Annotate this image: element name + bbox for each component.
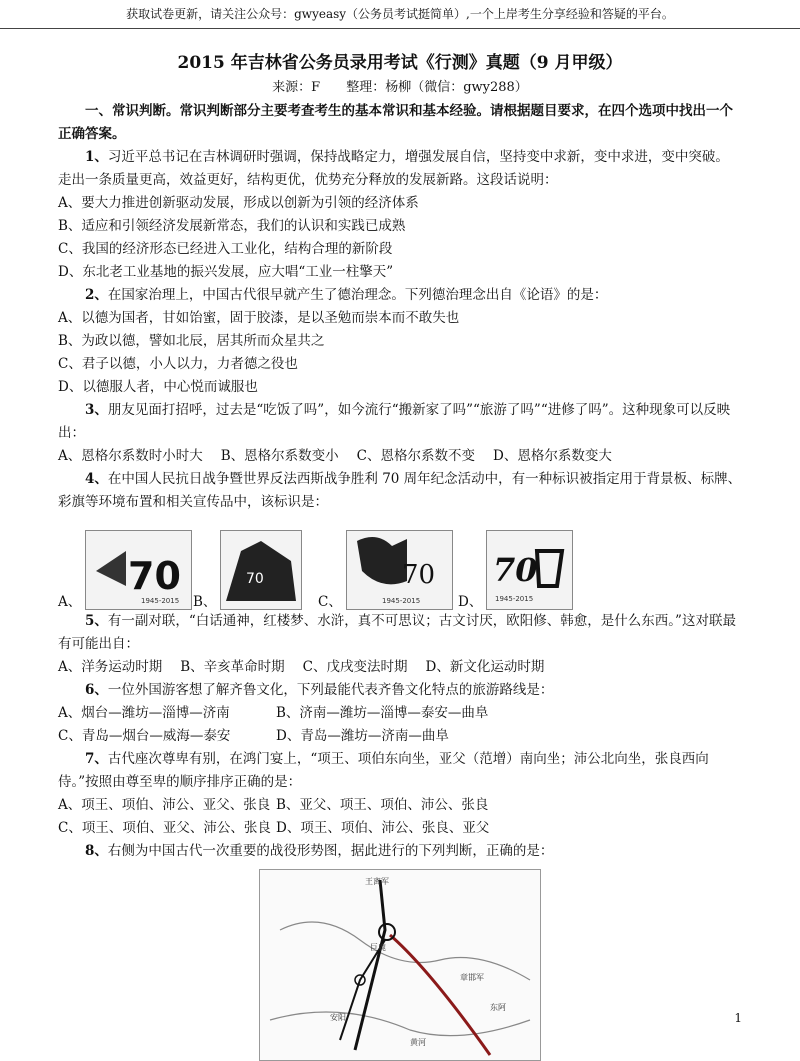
question-3: [58, 399, 742, 445]
question-8: [58, 840, 742, 863]
exam-page: [58, 44, 742, 1061]
option-b: B、辛亥革命时期: [180, 659, 285, 675]
option-a: A、烟台—潍坊—淄博—济南: [58, 705, 230, 721]
question-text: 有一副对联，“白话通神，红楼梦、水浒，真不可思议；古文讨厌，欧阳修、韩愈，是什么东西。”这对联最有可能出自：: [58, 613, 736, 652]
logo-image-a: [85, 530, 192, 610]
logo-year: 1945-2015: [141, 597, 180, 605]
question-1: [58, 146, 742, 192]
question-7: [58, 748, 742, 794]
question-number: 1、: [85, 149, 108, 165]
question-text: 一位外国游客想了解齐鲁文化，下列最能代表齐鲁文化特点的旅游路线是：: [107, 682, 554, 698]
option-b: B、为政以德，譬如北辰，居其所而众星共之: [58, 333, 325, 349]
options-row: [58, 794, 742, 817]
question-number: 4、: [85, 471, 108, 487]
options-row: [58, 656, 742, 679]
options-row: [58, 702, 742, 725]
option-label: A、: [58, 594, 82, 610]
question-text: 在中国人民抗日战争暨世界反法西斯战争胜利 70 周年纪念活动中，有一种标识被指定用于背景板、标牌、彩旗等环境布置和相关宣传品中，该标识是：: [58, 471, 742, 510]
question-text: 习近平总书记在吉林调研时强调，保持战略定力，增强发展自信，坚持变中求新，变中求进，变中突破。走出一条质量更高，效益更好，结构更优，优势充分释放的发展新路。这段话说明：: [58, 149, 729, 188]
options-row: [58, 817, 742, 840]
promo-header: 获取试卷更新，请关注公众号：gwyeasy（公务员考试挺简单）,一个上岸考生分享经验和答疑的平台。: [0, 0, 800, 29]
option-c: C、君子以德，小人以力，力者德之役也: [58, 356, 298, 372]
option-d: D、东北老工业基地的振兴发展，应大唱“工业一柱擎天”: [58, 264, 394, 280]
logo-option-b: [193, 530, 318, 610]
option-a: A、以德为国者，甘如饴蜜，固于胶漆，是以圣勉而崇本而不敢失也: [58, 310, 460, 326]
section-title: 一、常识判断。常识判断部分主要考查考生的基本常识和基本经验。请根据题目要求，在四个选项中找出一个正确答案。: [58, 103, 733, 142]
option-a: A、项王、项伯、沛公、亚父、张良: [58, 797, 271, 813]
logo-option-d: [458, 530, 593, 610]
question-number: 5、: [85, 613, 108, 629]
logo-option-a: [58, 530, 193, 610]
map-label: 东阿: [490, 1003, 506, 1012]
question-4: [58, 468, 742, 514]
question-number: 8、: [85, 843, 108, 859]
logo-year: 1945-2015: [495, 595, 534, 603]
svg-text:70: 70: [493, 551, 538, 589]
option-label: C、: [318, 594, 342, 610]
question-number: 6、: [85, 682, 108, 698]
option-b: B、恩格尔系数变小: [220, 448, 339, 464]
map-label: 王离军: [365, 877, 389, 886]
option-a: A、要大力推进创新驱动发展，形成以创新为引领的经济体系: [58, 195, 419, 211]
map-label: 章邯军: [460, 973, 484, 982]
logo-image-d: [486, 530, 573, 610]
page-number: 1: [734, 1011, 742, 1025]
option-c: C、青岛—烟台—威海—泰安: [58, 728, 231, 744]
question-text: 右侧为中国古代一次重要的战役形势图，据此进行的下列判断，正确的是：: [107, 843, 554, 859]
logo-image-b: [220, 530, 302, 610]
map-label: 安阳: [330, 1013, 346, 1022]
options-row: [58, 725, 742, 748]
question-text: 古代座次尊卑有别，在鸿门宴上，“项王、项伯东向坐，亚父（范增）南向坐；沛公北向坐，张良西向侍。”按照由尊至卑的顺序排序正确的是：: [58, 751, 709, 790]
option-label: D、: [458, 594, 483, 610]
option-c: C、项王、项伯、亚父、沛公、张良: [58, 820, 271, 836]
logo-options: [58, 518, 742, 610]
option-a: A、洋务运动时期: [58, 659, 163, 675]
map-label: 黄河: [410, 1038, 426, 1047]
option-d: D、新文化运动时期: [425, 659, 545, 675]
logo-image-c: [346, 530, 453, 610]
option-c: C、恩格尔系数不变: [356, 448, 476, 464]
options-row: [58, 445, 742, 468]
logo-option-c: [318, 530, 458, 610]
question-text: 朋友见面打招呼，过去是“吃饭了吗”，如今流行“搬新家了吗”“旅游了吗”“进修了吗”。这种现象可以反映出：: [58, 402, 731, 441]
option-d: D、项王、项伯、沛公、张良、亚父: [276, 820, 490, 836]
option-c: C、我国的经济形态已经进入工业化，结构合理的新阶段: [58, 241, 393, 257]
question-number: 3、: [85, 402, 108, 418]
option-c: C、戊戌变法时期: [302, 659, 408, 675]
option-b: B、适应和引领经济发展新常态，我们的认识和实践已成熟: [58, 218, 406, 234]
option-d: D、恩格尔系数变大: [493, 448, 612, 464]
question-5: [58, 610, 742, 656]
option-a: A、恩格尔系数时小时大: [58, 448, 203, 464]
source-line: 来源：F 整理：杨柳（微信：gwy288）: [272, 80, 528, 95]
battle-map: [259, 869, 541, 1061]
option-b: B、济南—潍坊—淄博—泰安—曲阜: [276, 705, 489, 721]
svg-text:70: 70: [246, 571, 265, 587]
option-label: B、: [193, 594, 217, 610]
question-text: 在国家治理上，中国古代很早就产生了德治理念。下列德治理念出自《论语》的是：: [107, 287, 608, 303]
question-2: [58, 284, 742, 307]
option-d: D、青岛—潍坊—济南—曲阜: [276, 728, 449, 744]
svg-text:70: 70: [128, 554, 182, 598]
map-label: 巨鹿: [370, 943, 386, 952]
question-number: 2、: [85, 287, 108, 303]
option-b: B、亚父、项王、项伯、沛公、张良: [276, 797, 489, 813]
question-6: [58, 679, 742, 702]
logo-year: 1945-2015: [381, 597, 420, 605]
option-d: D、以德服人者，中心悦而诚服也: [58, 379, 258, 395]
question-number: 7、: [85, 751, 108, 767]
page-title: 2015 年吉林省公务员录用考试《行测》真题（9 月甲级）: [177, 53, 623, 73]
svg-text:70: 70: [401, 560, 435, 590]
